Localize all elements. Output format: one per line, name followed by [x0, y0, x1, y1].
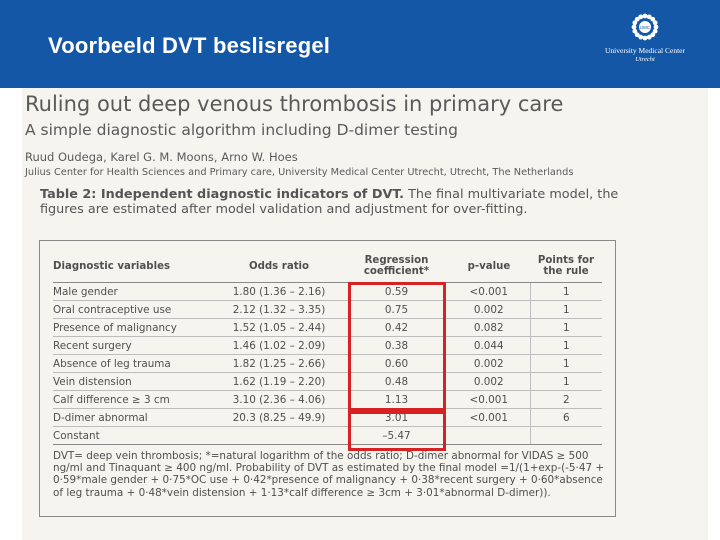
cell-p-value: 0.002 [448, 355, 530, 373]
cell-coefficient: 3.01 [345, 409, 448, 427]
table-row [53, 427, 602, 445]
diagnostic-table [53, 250, 602, 445]
table-caption [40, 187, 640, 217]
cell-p-value: 0.082 [448, 319, 530, 337]
cell-variable: Constant [53, 427, 213, 445]
umc-sun-logo-icon [628, 10, 662, 44]
cell-points: 1 [530, 373, 602, 391]
table-row [53, 319, 602, 337]
cell-coefficient: 0.42 [345, 319, 448, 337]
cell-points: 6 [530, 409, 602, 427]
table-row [53, 373, 602, 391]
paper-affiliation: Julius Center for Health Sciences and Primary care, University Medical Center Utrecht, Utrecht, The Netherlands [25, 167, 574, 178]
cell-points: 1 [530, 319, 602, 337]
cell-points: 1 [530, 283, 602, 301]
cell-points [530, 427, 602, 445]
col-header-points: Points for the rule [530, 250, 602, 283]
cell-p-value: <0.001 [448, 391, 530, 409]
cell-odds-ratio: 1.46 (1.02 – 2.09) [213, 337, 345, 355]
cell-variable: Oral contraceptive use [53, 301, 213, 319]
cell-p-value: 0.044 [448, 337, 530, 355]
cell-variable: Vein distension [53, 373, 213, 391]
paper-title: Ruling out deep venous thrombosis in primary care [25, 92, 564, 116]
paper-subtitle: A simple diagnostic algorithm including D-dimer testing [25, 121, 458, 139]
slide-title: Voorbeeld DVT beslisregel [48, 33, 331, 58]
col-header-odds-ratio: Odds ratio [213, 250, 345, 283]
table-row [53, 337, 602, 355]
table-row [53, 409, 602, 427]
cell-coefficient: 0.75 [345, 301, 448, 319]
cell-variable: Recent surgery [53, 337, 213, 355]
logo-line2: Utrecht [635, 56, 655, 63]
cell-odds-ratio [213, 427, 345, 445]
cell-odds-ratio: 3.10 (2.36 – 4.06) [213, 391, 345, 409]
cell-points: 1 [530, 337, 602, 355]
cell-odds-ratio: 1.52 (1.05 – 2.44) [213, 319, 345, 337]
slide-header [0, 0, 720, 88]
cell-coefficient: 0.59 [345, 283, 448, 301]
svg-text:UMC: UMC [639, 25, 651, 30]
cell-p-value: <0.001 [448, 409, 530, 427]
cell-coefficient: 0.60 [345, 355, 448, 373]
cell-odds-ratio: 1.82 (1.25 – 2.66) [213, 355, 345, 373]
table-footnote: DVT= deep vein thrombosis; *=natural logarithm of the odds ratio; D-dimer abnormal for VIDAS ≥ 500 ng/ml and Tinaquant ≥ 400 ng/ml. Probability of DVT as estimated by the final model =1/(1+exp-(-5·47 + 0·59*male gender + 0·75*OC use + 0·42*presence of malignancy + 0·38*recent surgery + 0·60*absence of leg trauma + 0·48*vein distension + 1·13*calf difference ≥ 3cm + 3·01*abnormal D-dimer)). [53, 450, 605, 499]
col-header-regression: Regression coefficient* [345, 250, 448, 283]
cell-odds-ratio: 2.12 (1.32 – 3.35) [213, 301, 345, 319]
cell-odds-ratio: 20.3 (8.25 – 49.9) [213, 409, 345, 427]
cell-variable: Absence of leg trauma [53, 355, 213, 373]
cell-coefficient: 1.13 [345, 391, 448, 409]
table-row [53, 301, 602, 319]
table-row [53, 391, 602, 409]
cell-variable: D-dimer abnormal [53, 409, 213, 427]
cell-p-value [448, 427, 530, 445]
cell-variable: Presence of malignancy [53, 319, 213, 337]
table-caption-rest: The final multivariate model, the figures are estimated after model validation and adjustment for over-fitting. [40, 187, 619, 217]
cell-odds-ratio: 1.80 (1.36 – 2.16) [213, 283, 345, 301]
logo-line1: University Medical Center [605, 46, 685, 55]
umc-logo [596, 10, 694, 70]
highlight-coefficients-box [348, 282, 446, 414]
cell-coefficient: –5.47 [345, 427, 448, 445]
highlight-ddimer-constant-box [348, 408, 446, 451]
table-row [53, 355, 602, 373]
cell-p-value: 0.002 [448, 373, 530, 391]
table-header-row [53, 250, 602, 283]
table-row [53, 283, 602, 301]
cell-odds-ratio: 1.62 (1.19 – 2.20) [213, 373, 345, 391]
cell-points: 1 [530, 355, 602, 373]
cell-coefficient: 0.38 [345, 337, 448, 355]
cell-p-value: <0.001 [448, 283, 530, 301]
col-header-p-value: p-value [448, 250, 530, 283]
col-header-variables: Diagnostic variables [53, 250, 213, 283]
cell-p-value: 0.002 [448, 301, 530, 319]
cell-variable: Calf difference ≥ 3 cm [53, 391, 213, 409]
cell-points: 2 [530, 391, 602, 409]
table-caption-bold: Table 2: Independent diagnostic indicators of DVT. [40, 187, 405, 202]
cell-variable: Male gender [53, 283, 213, 301]
paper-authors: Ruud Oudega, Karel G. M. Moons, Arno W. Hoes [25, 150, 298, 164]
cell-points: 1 [530, 301, 602, 319]
cell-coefficient: 0.48 [345, 373, 448, 391]
